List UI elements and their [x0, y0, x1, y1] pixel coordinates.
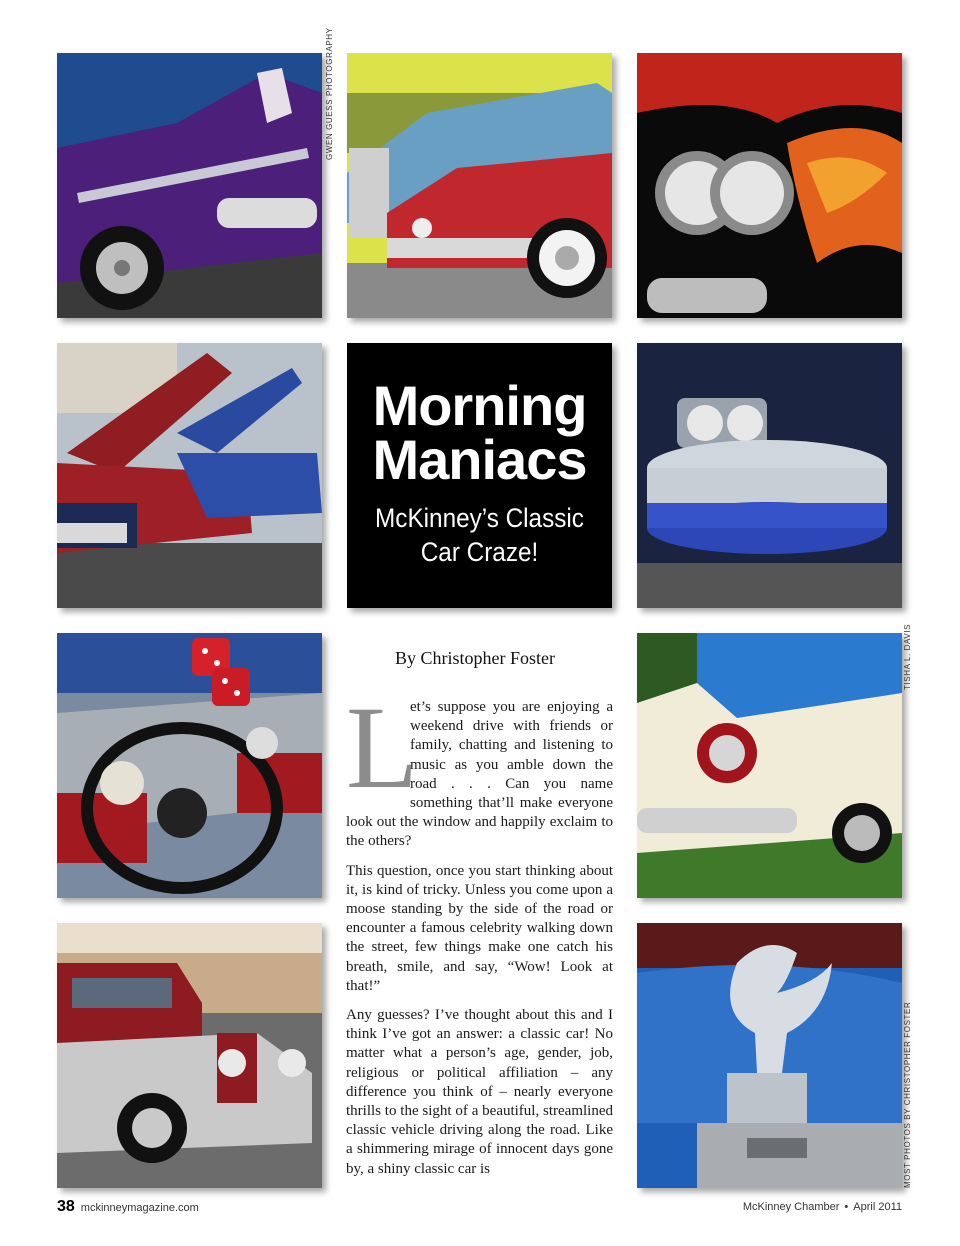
steering-wheel-dice-photo — [57, 633, 322, 898]
open-hoods-photo — [57, 343, 322, 608]
headline — [347, 374, 612, 491]
website-link[interactable]: mckinneymagazine.com — [80, 1202, 199, 1214]
flame-headlights-photo — [637, 53, 902, 318]
hood-ornament-photo — [637, 923, 902, 1188]
purple-car-tailfin-photo — [57, 53, 322, 318]
photo-credit-gwen: GWEN GUESS PHOTOGRAPHY — [325, 27, 334, 160]
engine-air-cleaner-photo — [637, 343, 902, 608]
article-body — [346, 682, 613, 1189]
byline: By Christopher Foster — [395, 648, 555, 668]
article-paragraph-2: This question, once you start thinking about it, is kind of tricky. Unless you come upon a moose standing by the side of the road or encounter a famous celebrity walking down the street, few things make one catch his breath, smile, and say, “Wow! Look at that!” — [346, 862, 613, 994]
headline-line-2: Maniacs — [372, 428, 587, 491]
title-block — [347, 343, 612, 608]
footer-left — [57, 1198, 199, 1216]
headline-line-1: Morning — [372, 374, 587, 437]
drop-cap: L — [346, 682, 419, 813]
article-paragraph-3: Any guesses? I’ve thought about this and I think I’ve got an answer: a classic car! No matter what a person’s age, gender, job, religious or political affiliation – any difference you think of – nearly everyone thrills to the sight of a beautiful, streamlined classic vehicle driving along the road. Like a shimmering mirage of innocent days gone by, a shiny classic car is — [346, 1007, 613, 1177]
photo-credit-tisha: TISHA L. DAVIS — [903, 623, 912, 690]
subtitle-line-2: Car Craze! — [420, 537, 539, 567]
article-paragraph-1 — [346, 682, 613, 852]
white-thunderbird-photo — [637, 633, 902, 898]
red-silver-hotrod-photo — [57, 923, 322, 1188]
rolls-royce-thunderbird-photo — [347, 53, 612, 318]
footer-separator: • — [844, 1201, 849, 1213]
footer-right — [743, 1201, 902, 1213]
subtitle-line-1: McKinney’s Classic — [375, 503, 584, 533]
publication-name: McKinney Chamber — [742, 1201, 840, 1213]
article-paragraph-1-text: et’s suppose you are enjoying a weekend drive with friends or family, chatting and listening to music as you amble down the road . . . Can you name something that’ll make everyone look out the window and happily exclaim to the others? — [346, 699, 613, 850]
page-number: 38 — [57, 1198, 75, 1215]
photo-credit-most: MOST PHOTOS BY CHRISTOPHER FOSTER — [903, 1001, 912, 1188]
subtitle — [360, 501, 599, 569]
issue-date: April 2011 — [853, 1201, 902, 1213]
